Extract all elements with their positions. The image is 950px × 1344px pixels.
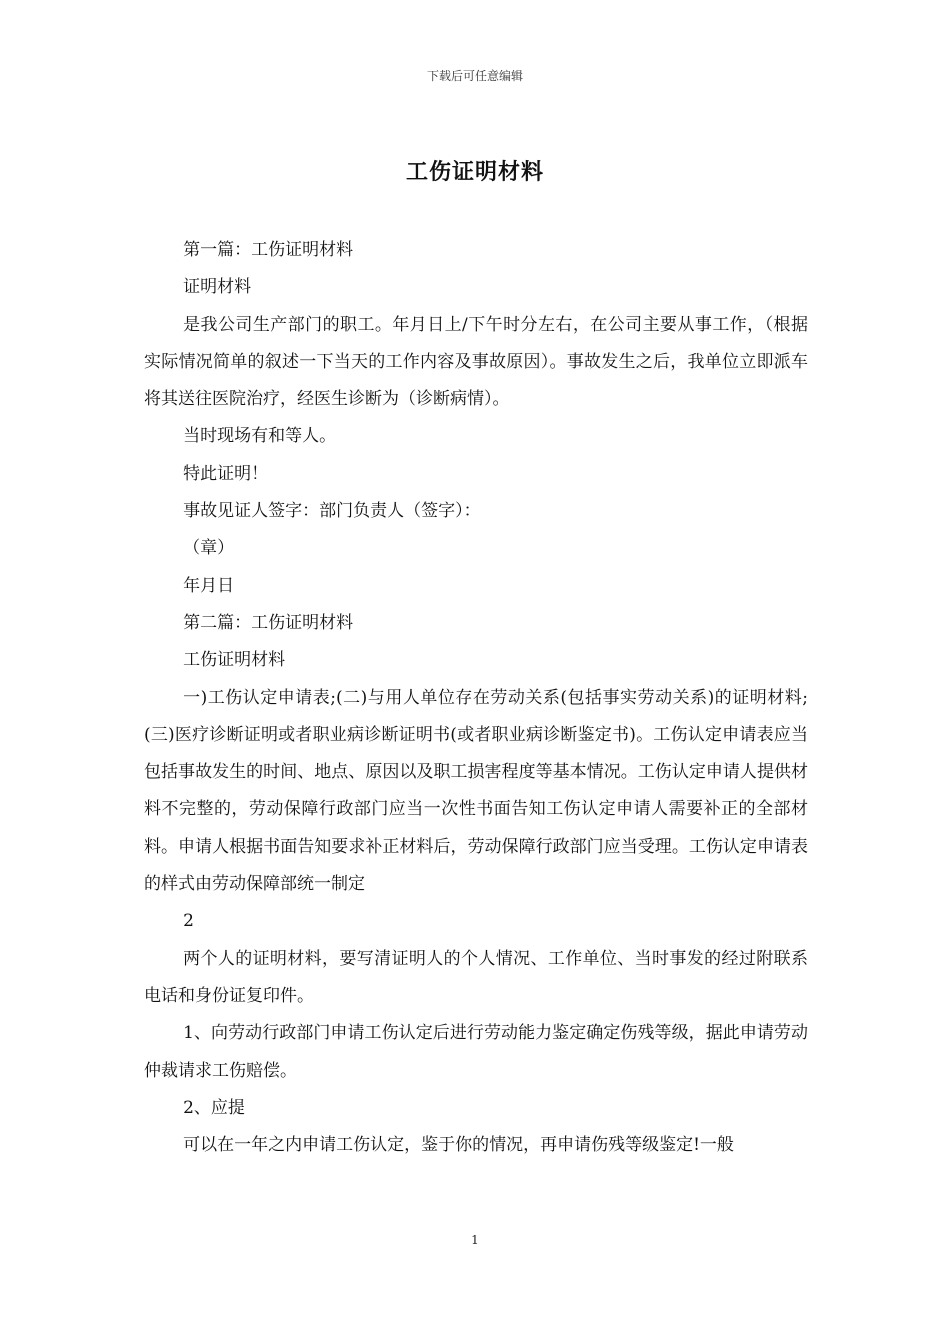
- paragraph: 一)工伤认定申请表;(二)与用人单位存在劳动关系(包括事实劳动关系)的证明材料;(三)医疗诊断证明或者职业病诊断证明书(或者职业病诊断鉴定书)。工伤认定申请表应当包括事故发生的时间、地点、原因以及职工损害程度等基本情况。工伤认定申请人提供材料不完整的，劳动保障行政部门应当一次性书面告知工伤认定申请人需要补正的全部材料。申请人根据书面告知要求补正材料后，劳动保障行政部门应当受理。工伤认定申请表的样式由劳动保障部统一制定: [144, 687, 808, 895]
- section-heading-2: 第二篇：工伤证明材料: [183, 612, 354, 633]
- paragraph: 两个人的证明材料，要写清证明人的个人情况、工作单位、当时事发的经过附联系电话和身份证复印件。: [144, 948, 808, 1006]
- paragraph: 2、应提: [183, 1097, 245, 1118]
- paragraph: 1、向劳动行政部门申请工伤认定后进行劳动能力鉴定确定伤残等级，据此申请劳动仲裁请求工伤赔偿。: [144, 1023, 808, 1081]
- section-heading-1: 第一篇：工伤证明材料: [183, 240, 354, 260]
- header-note: 下载后可任意编辑: [426, 69, 523, 83]
- paragraph: 当时现场有和等人。: [183, 426, 337, 447]
- paragraph: 是我公司生产部门的职工。年月日上/下午时分左右，在公司主要从事工作，（根据实际情况简单的叙述一下当天的工作内容及事故原因）。事故发生之后，我单位立即派车将其送往医院治疗，经医生诊断为（诊断病情）。: [144, 314, 808, 410]
- page-number: 1: [471, 1233, 479, 1247]
- paragraph: 可以在一年之内申请工伤认定，鉴于你的情况，再申请伤残等级鉴定!一般: [183, 1135, 734, 1156]
- paragraph: 2: [183, 911, 194, 932]
- seal-line: （章）: [183, 538, 235, 559]
- document-body: [144, 232, 808, 1164]
- paragraph: 特此证明！: [183, 463, 269, 484]
- document-title: 工伤证明材料: [405, 160, 544, 185]
- date-line: 年月日: [183, 575, 235, 596]
- paragraph: 工伤证明材料: [183, 650, 286, 671]
- signature-line: 事故见证人签字：部门负责人（签字）：: [183, 501, 481, 522]
- paragraph: 证明材料: [183, 277, 252, 298]
